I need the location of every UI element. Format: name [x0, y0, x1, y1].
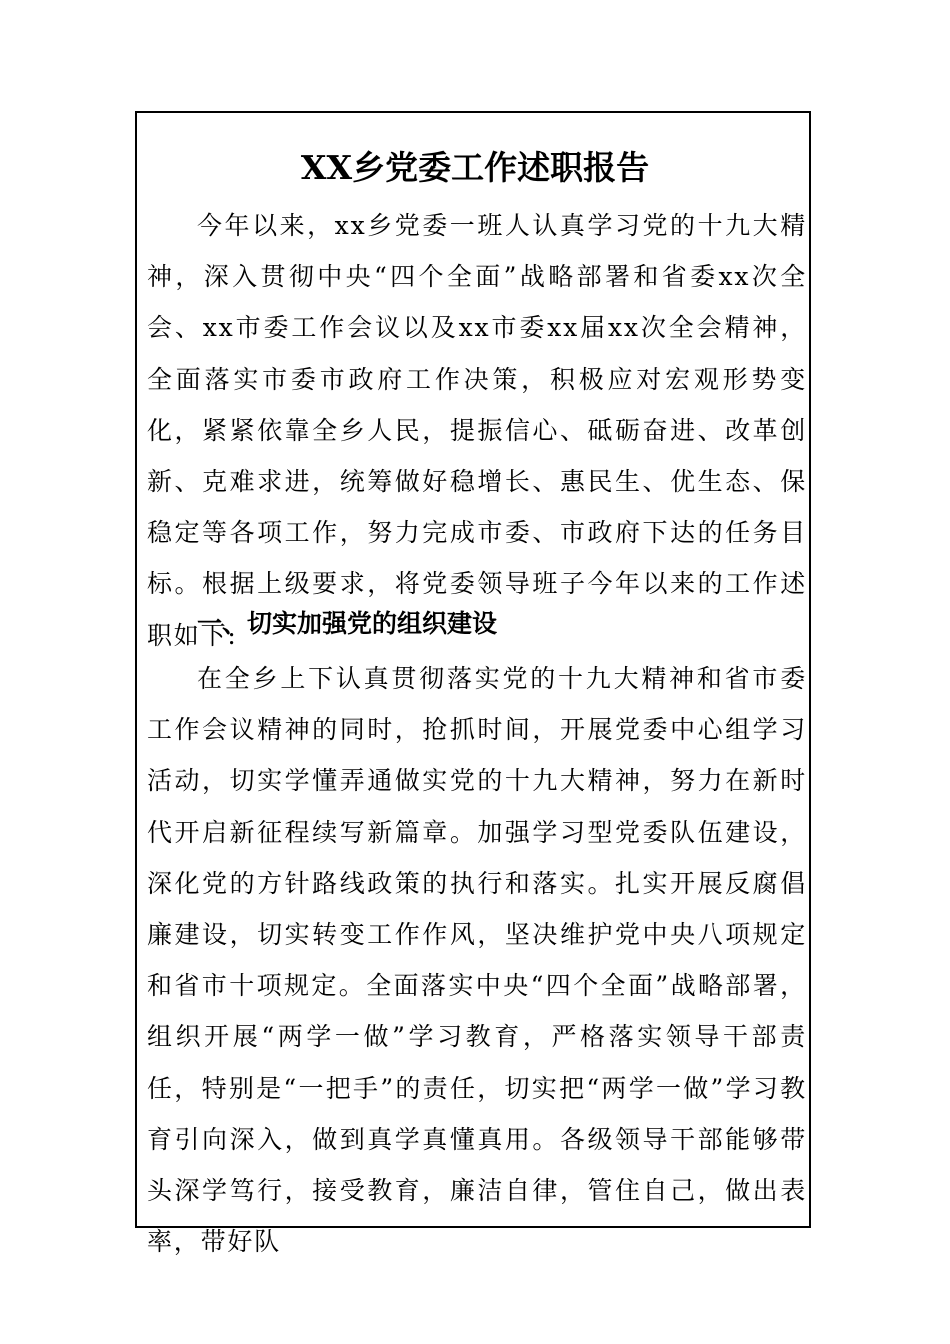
report-title: XX乡党委工作述职报告 — [300, 148, 650, 187]
section-heading: 一、切实加强党的组织建设 — [197, 609, 498, 638]
section-paragraph: 在全乡上下认真贯彻落实党的十九大精神和省市委工作会议精神的同时，抢抓时间，开展党委中心组学习活动，切实学懂弄通做实党的十九大精神，努力在新时代开启新征程续写新篇章。加强学习型党委队伍建设，深化党的方针路线政策的执行和落实。扎实开展反腐倡廉建设，切实转变工作作风，坚决维护党中央八项规定和省市十项规定。全面落实中央“四个全面”战略部署，组织开展“两学一做”学习教育，严格落实领导干部责任，特别是“一把手”的责任，切实把“两学一做”学习教育引向深入，做到真学真懂真用。各级领导干部能够带头深学笃行，接受教育，廉洁自律，管住自己，做出表率，带好队 — [147, 664, 807, 1257]
intro-paragraph: 今年以来，xx乡党委一班人认真学习党的十九大精神，深入贯彻中央“四个全面”战略部署和省委xx次全会、xx市委工作会议以及xx市委xx届xx次全会精神，全面落实市委市政府工作决策，积极应对宏观形势变化，紧紧依靠全乡人民，提振信心、砥砺奋进、改革创新、克难求进，统筹做好稳增长、惠民生、优生态、保稳定等各项工作，努力完成市委、市政府下达的任务目标。根据上级要求，将党委领导班子今年以来的工作述职如下: — [147, 211, 807, 650]
